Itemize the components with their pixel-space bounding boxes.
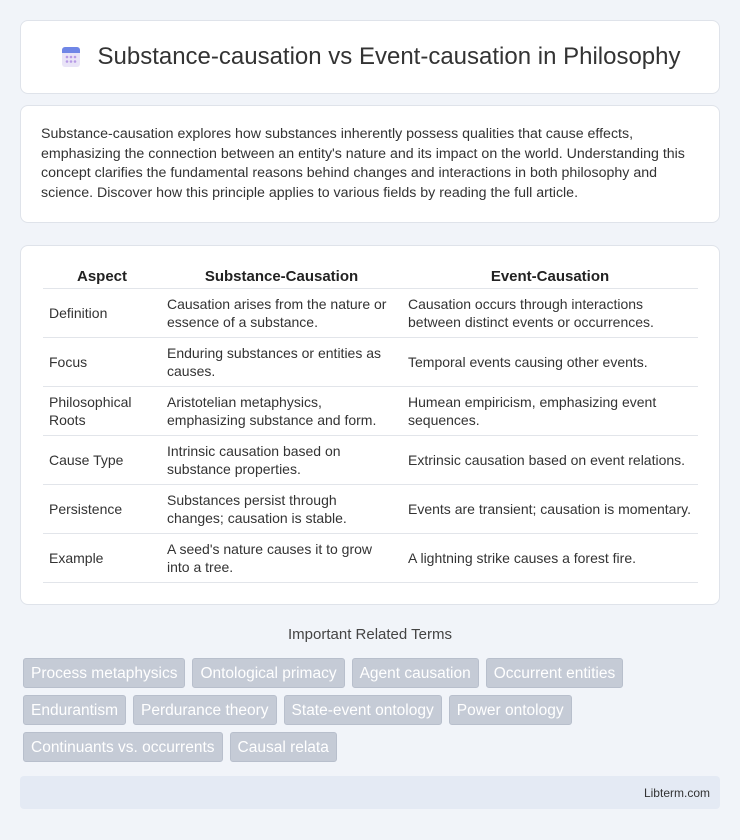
- table-row: [43, 485, 698, 534]
- row-aspect: Cause Type: [43, 436, 161, 485]
- row-event: Humean empiricism, emphasizing event sequences.: [402, 387, 698, 436]
- term-tag[interactable]: Causal relata: [230, 732, 337, 762]
- intro-text: Substance-causation explores how substances inherently possess qualities that cause effects, emphasizing the connection between an entity's nature and its impact on the world. Understanding this concept clarifies the fundamental reasons behind changes and interactions in both philosophy and science. Discover how this principle applies to various fields by reading the full article.: [41, 126, 685, 201]
- row-aspect: Example: [43, 534, 161, 583]
- term-tag[interactable]: Process metaphysics: [23, 658, 185, 688]
- table-header-row: [43, 264, 698, 289]
- row-aspect: Persistence: [43, 485, 161, 534]
- header-substance-causation: Substance-Causation: [161, 264, 402, 289]
- row-event: Causation occurs through interactions between distinct events or occurrences.: [402, 289, 698, 338]
- footer: [20, 776, 720, 809]
- document-icon: [59, 45, 83, 69]
- table-row: [43, 534, 698, 583]
- row-aspect: Philosophical Roots: [43, 387, 161, 436]
- row-substance: Aristotelian metaphysics, emphasizing substance and form.: [161, 387, 402, 436]
- title-card: [20, 20, 720, 94]
- row-substance: Causation arises from the nature or essence of a substance.: [161, 289, 402, 338]
- term-tag[interactable]: Power ontology: [449, 695, 572, 725]
- comparison-table: [43, 264, 698, 583]
- comparison-card: [20, 245, 720, 605]
- table-row: [43, 436, 698, 485]
- related-terms-title: Important Related Terms: [288, 626, 452, 643]
- row-event: Temporal events causing other events.: [402, 338, 698, 387]
- term-tag[interactable]: Occurrent entities: [486, 658, 623, 688]
- table-row: [43, 387, 698, 436]
- term-tag[interactable]: Perdurance theory: [133, 695, 277, 725]
- row-substance: Enduring substances or entities as causes.: [161, 338, 402, 387]
- row-aspect: Definition: [43, 289, 161, 338]
- term-tag[interactable]: State-event ontology: [284, 695, 442, 725]
- related-terms-list: [23, 658, 723, 762]
- header-event-causation: Event-Causation: [402, 264, 698, 289]
- row-event: A lightning strike causes a forest fire.: [402, 534, 698, 583]
- row-aspect: Focus: [43, 338, 161, 387]
- row-event: Events are transient; causation is momentary.: [402, 485, 698, 534]
- term-tag[interactable]: Ontological primacy: [192, 658, 344, 688]
- term-tag[interactable]: Agent causation: [352, 658, 479, 688]
- intro-card: [20, 105, 720, 223]
- table-row: [43, 338, 698, 387]
- row-substance: A seed's nature causes it to grow into a tree.: [161, 534, 402, 583]
- term-tag[interactable]: Continuants vs. occurrents: [23, 732, 223, 762]
- term-tag[interactable]: Endurantism: [23, 695, 126, 725]
- row-substance: Intrinsic causation based on substance properties.: [161, 436, 402, 485]
- row-event: Extrinsic causation based on event relations.: [402, 436, 698, 485]
- header-aspect: Aspect: [43, 264, 161, 289]
- row-substance: Substances persist through changes; causation is stable.: [161, 485, 402, 534]
- table-row: [43, 289, 698, 338]
- footer-site-link[interactable]: Libterm.com: [643, 786, 710, 800]
- page-title: Substance-causation vs Event-causation in Philosophy: [97, 43, 681, 70]
